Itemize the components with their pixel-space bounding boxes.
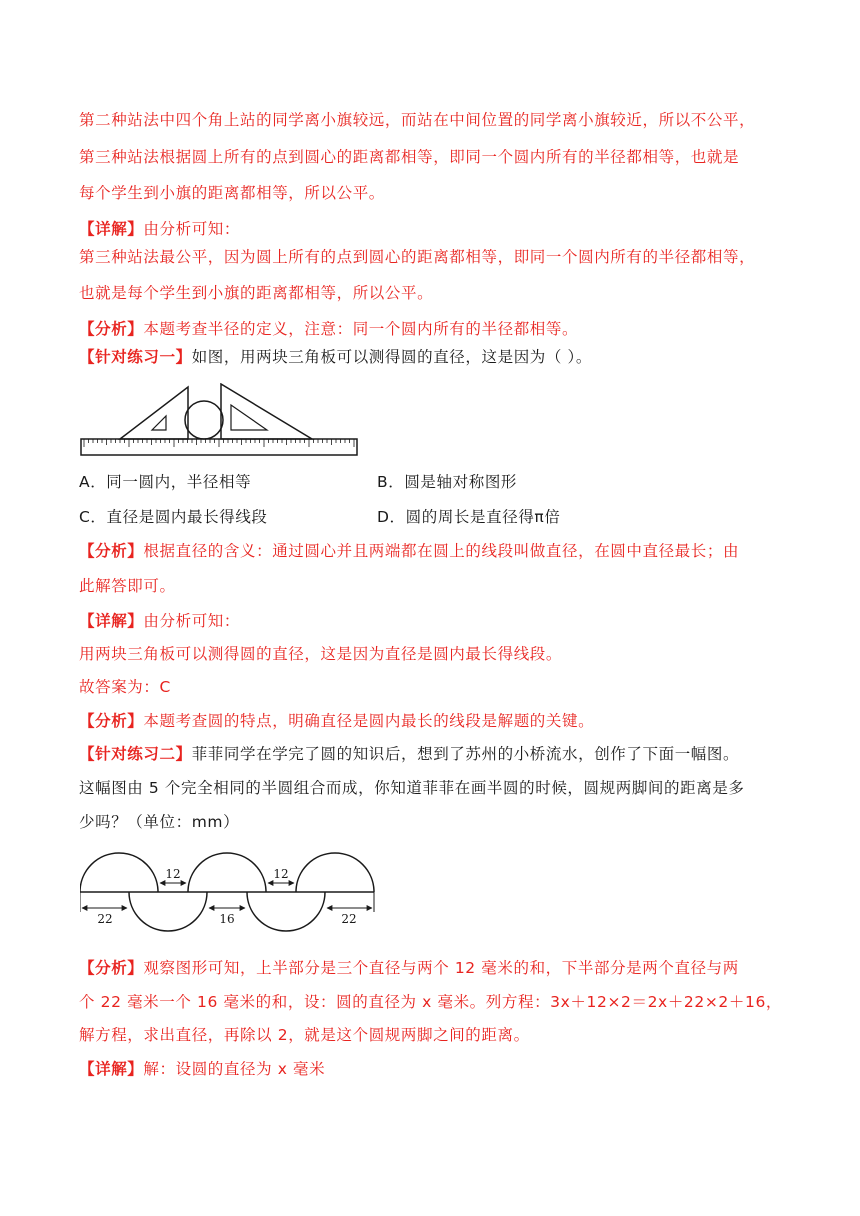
label-bottom-right: 22 <box>341 912 357 926</box>
option-a[interactable]: A．同一圆内，半径相等 <box>79 473 252 491</box>
exercise-text: 菲菲同学在学完了圆的知识后，想到了苏州的小桥流水，创作了下面一幅图。 <box>191 745 740 763</box>
top-semicircle-3 <box>296 853 374 892</box>
detail-heading <box>79 219 779 239</box>
analysis-tag: 【分析】 <box>79 959 144 977</box>
paragraph-line: 这幅图由 5 个完全相同的半圆组合而成，你知道菲菲在画半圆的时候，圆规两脚间的距离是多 <box>79 779 745 797</box>
analysis-line <box>79 711 779 731</box>
detail-heading <box>79 1059 779 1079</box>
analysis-tag: 【分析】 <box>79 542 144 560</box>
label-top-right: 12 <box>273 867 289 881</box>
paragraph-line: 解方程，求出直径，再除以 2，就是这个圆规两脚之间的距离。 <box>79 1026 530 1044</box>
top-semicircle-1 <box>80 853 158 892</box>
paragraph-line: 少吗？（单位：mm） <box>79 813 240 831</box>
label-bottom-left: 22 <box>97 912 113 926</box>
detail-text: 由分析可知： <box>143 220 241 238</box>
analysis-line <box>79 541 779 561</box>
paragraph-line: 用两块三角板可以测得圆的直径，这是因为直径是圆内最长得线段。 <box>79 645 563 663</box>
detail-heading <box>79 611 779 631</box>
right-triangle <box>221 384 312 439</box>
answer-line: 故答案为：C <box>79 678 171 696</box>
paragraph-line: 第二种站法中四个角上站的同学离小旗较远，而站在中间位置的同学离小旗较近，所以不公平， <box>79 111 756 129</box>
left-triangle-hole <box>152 416 166 430</box>
top-semicircle-2 <box>188 853 266 892</box>
paragraph-line: 第三种站法最公平，因为圆上所有的点到圆心的距离都相等，即同一个圆内所有的半径都相等， <box>79 248 756 266</box>
left-triangle <box>120 387 188 439</box>
paragraph-line: 个 22 毫米一个 16 毫米的和，设：圆的直径为 x 毫米。列方程：3x＋12×2＝2x＋22×2＋16， <box>79 993 783 1011</box>
option-d[interactable]: D．圆的周长是直径得π倍 <box>377 508 561 526</box>
detail-tag: 【详解】 <box>79 220 144 238</box>
analysis-line <box>79 958 779 978</box>
exercise-tag: 【针对练习一】 <box>79 348 192 366</box>
semicircle-bridge-figure <box>80 848 378 942</box>
analysis-tag: 【分析】 <box>79 320 144 338</box>
paragraph-line: 第三种站法根据圆上所有的点到圆心的距离都相等，即同一个圆内所有的半径都相等，也就是 <box>79 148 740 166</box>
analysis-text: 根据直径的含义：通过圆心并且两端都在圆上的线段叫做直径，在圆中直径最长；由 <box>143 542 740 560</box>
exercise-tag: 【针对练习二】 <box>79 745 192 763</box>
analysis-text: 本题考查半径的定义，注意：同一个圆内所有的半径都相等。 <box>143 320 579 338</box>
analysis-tag: 【分析】 <box>79 712 144 730</box>
exercise-text: 如图，用两块三角板可以测得圆的直径，这是因为（ ）。 <box>191 348 592 366</box>
exercise-question <box>79 744 779 764</box>
paragraph-line: 此解答即可。 <box>79 577 176 595</box>
detail-text: 由分析可知： <box>143 612 241 630</box>
analysis-text: 本题考查圆的特点，明确直径是圆内最长的线段是解题的关键。 <box>143 712 595 730</box>
bottom-semicircle-1 <box>129 892 207 931</box>
detail-tag: 【详解】 <box>79 612 144 630</box>
analysis-line <box>79 319 779 339</box>
option-c[interactable]: C．直径是圆内最长得线段 <box>79 508 268 526</box>
label-top-left: 12 <box>165 867 181 881</box>
paragraph-line: 也就是每个学生到小旗的距离都相等，所以公平。 <box>79 284 434 302</box>
detail-text: 解：设圆的直径为 x 毫米 <box>143 1060 326 1078</box>
detail-tag: 【详解】 <box>79 1060 144 1078</box>
triangles-circle-ruler-figure <box>80 383 360 459</box>
paragraph-line: 每个学生到小旗的距离都相等，所以公平。 <box>79 184 385 202</box>
option-b[interactable]: B．圆是轴对称图形 <box>377 473 518 491</box>
exercise-question <box>79 347 779 367</box>
analysis-text: 观察图形可知，上半部分是三个直径与两个 12 毫米的和，下半部分是两个直径与两 <box>143 959 739 977</box>
label-bottom-mid: 16 <box>219 912 235 926</box>
bottom-semicircle-2 <box>247 892 325 931</box>
circle <box>185 401 223 439</box>
